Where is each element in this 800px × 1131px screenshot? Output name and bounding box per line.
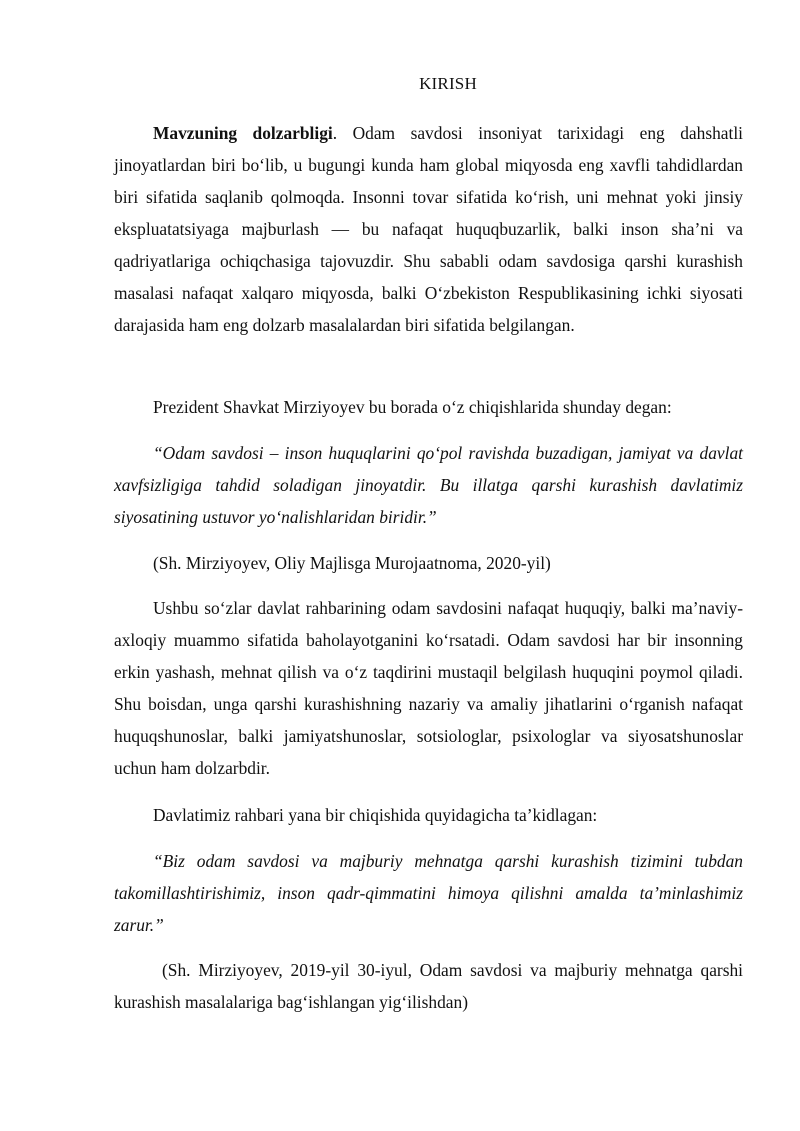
paragraph-president-intro: Prezident Shavkat Mirziyoyev bu borada o‘z chiqishlarida shunday degan: <box>153 397 672 417</box>
quote-1: “Odam savdosi – inson huquqlarini qo‘pol ravishda buzadigan, jamiyat va davlat xavfsizligiga tahdid soladigan jinoyatdir. Bu illatga qarshi kurashish davlatimiz siyosatining ustuvor yo‘nalishlaridan biridir.” <box>114 443 743 527</box>
quote-1-source: (Sh. Mirziyoyev, Oliy Majlisga Murojaatnoma, 2020-yil) <box>153 553 551 573</box>
paragraph-relevance <box>114 117 743 341</box>
relevance-heading: Mavzuning dolzarbligi <box>153 123 333 143</box>
quote-2: “Biz odam savdosi va majburiy mehnatga qarshi kurashish tizimini tubdan takomillashtirishimiz, inson qadr-qimmatini himoya qilishni amalda ta’minlashimiz zarur.” <box>114 851 743 935</box>
page-title: KIRISH <box>419 74 477 93</box>
paragraph-leader-intro: Davlatimiz rahbari yana bir chiqishida quyidagicha ta’kidlagan: <box>153 805 598 825</box>
relevance-text: . Odam savdosi insoniyat tarixidagi eng dahshatli jinoyatlardan biri bo‘lib, u bugungi kunda ham global miqyosda eng xavfli tahdidlardan biri sifatida saqlanib qolmoqda. Insonni tovar sifatida ko‘rish, uni mehnat yoki jinsiy ekspluatatsiyaga majburlash — bu nafaqat huquqbuzarlik, balki inson sha’ni va qadriyatlariga ochiqchasiga tajovuzdir. Shu sababli odam savdosiga qarshi kurashish masalasi nafaqat xalqaro miqyosda, balki O‘zbekiston Respublikasining ichki siyosati darajasida ham eng dolzarb masalalardan biri sifatida belgilangan. <box>114 123 743 335</box>
quote-2-source: (Sh. Mirziyoyev, 2019-yil 30-iyul, Odam savdosi va majburiy mehnatga qarshi kurashish masalalariga bag‘ishlangan yig‘ilishdan) <box>114 960 743 1012</box>
paragraph-analysis: Ushbu so‘zlar davlat rahbarining odam savdosini nafaqat huquqiy, balki ma’naviy-axloqiy muammo sifatida baholayotganini ko‘rsatadi. Odam savdosi har bir insonning erkin yashash, mehnat qilish va o‘z taqdirini mustaqil belgilash huquqini poymol qiladi. Shu boisdan, unga qarshi kurashishning nazariy va amaliy jihatlarini o‘rganish nafaqat huquqshunoslar, balki jamiyatshunoslar, sotsiologlar, psixologlar va siyosatshunoslar uchun ham dolzarbdir. <box>114 598 743 778</box>
